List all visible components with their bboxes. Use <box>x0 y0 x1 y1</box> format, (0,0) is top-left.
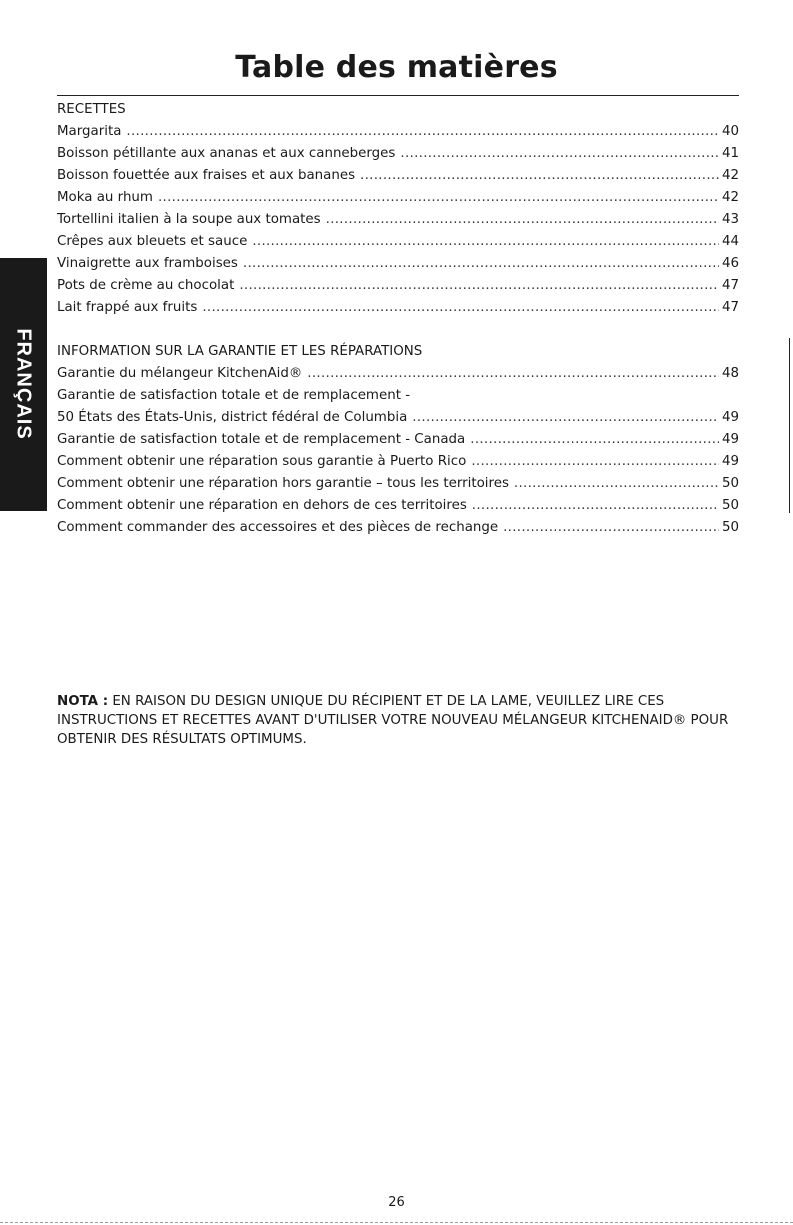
dot-leader <box>470 429 719 451</box>
dot-leader <box>360 165 719 187</box>
toc-entry <box>57 231 739 253</box>
toc-entry <box>57 121 739 143</box>
toc-entry-page: 48 <box>721 366 739 381</box>
toc-entry-title: Comment obtenir une réparation hors garantie – tous les territoires <box>57 476 509 491</box>
toc-entry <box>57 363 739 385</box>
toc-entry-title: Crêpes aux bleuets et sauce <box>57 234 248 249</box>
section-spacer <box>57 319 739 341</box>
dot-leader <box>202 297 719 319</box>
toc-entry-title: Garantie de satisfaction totale et de remplacement - Canada <box>57 432 466 447</box>
toc-entry <box>57 187 739 209</box>
toc-entry <box>57 297 739 319</box>
toc-entry-page: 40 <box>721 124 739 139</box>
toc-entry-title: Pots de crème au chocolat <box>57 278 235 293</box>
dot-leader <box>158 187 719 209</box>
toc-entry-title: Comment obtenir une réparation sous garantie à Puerto Rico <box>57 454 467 469</box>
toc-entry-title: Boisson pétillante aux ananas et aux canneberges <box>57 146 396 161</box>
page-title: Table des matières <box>235 50 558 85</box>
dot-leader <box>239 275 719 297</box>
toc-entry-title: Moka au rhum <box>57 190 153 205</box>
toc-entry-title: Comment commander des accessoires et des pièces de rechange <box>57 520 499 535</box>
toc-entry <box>57 451 739 473</box>
dot-leader <box>252 231 719 253</box>
important-note <box>57 692 747 749</box>
dot-leader <box>326 209 719 231</box>
toc-entry-page: 50 <box>721 498 739 513</box>
toc-entry-second-line <box>57 407 739 429</box>
toc-entry-page: 44 <box>721 234 739 249</box>
dot-leader <box>126 121 719 143</box>
section-heading-garantie: INFORMATION SUR LA GARANTIE ET LES RÉPARATIONS <box>57 344 423 359</box>
toc-entry-title-line2: 50 États des États-Unis, district fédéral de Columbia <box>57 410 408 425</box>
toc-entry-title-line1: Garantie de satisfaction totale et de remplacement - <box>57 388 411 403</box>
toc-entry-page: 42 <box>721 168 739 183</box>
toc-entry-page: 47 <box>721 278 739 293</box>
page-number: 26 <box>388 1195 405 1210</box>
dot-leader <box>412 407 719 429</box>
toc-entry-page: 46 <box>721 256 739 271</box>
toc-entry-title: Boisson fouettée aux fraises et aux bananes <box>57 168 356 183</box>
note-text: EN RAISON DU DESIGN UNIQUE DU RÉCIPIENT ET DE LA LAME, VEUILLEZ LIRE CES INSTRUCTIONS ET RECETTES AVANT D'UTILISER VOTRE NOUVEAU MÉLANGEUR KITCHENAID® POUR OBTENIR DES RÉSULTATS OPTIMUMS. <box>57 694 729 748</box>
toc-entry-title: Tortellini italien à la soupe aux tomates <box>57 212 321 227</box>
table-of-contents <box>57 99 739 539</box>
toc-entry-title: Lait frappé aux fruits <box>57 300 198 315</box>
toc-entry <box>57 495 739 517</box>
toc-entry-page: 49 <box>721 410 739 425</box>
page-bottom-edge <box>0 1222 793 1223</box>
toc-entry-page: 50 <box>721 476 739 491</box>
toc-entry <box>57 253 739 275</box>
toc-entry-page: 47 <box>721 300 739 315</box>
dot-leader <box>307 363 719 385</box>
toc-entry-page: 42 <box>721 190 739 205</box>
toc-entry-page: 49 <box>721 454 739 469</box>
side-tab-label: FRANÇAIS <box>12 328 35 440</box>
dot-leader <box>471 451 719 473</box>
page-edge-line <box>789 338 790 513</box>
toc-entry-page: 41 <box>721 146 739 161</box>
section-heading-recettes: RECETTES <box>57 102 126 117</box>
toc-entry-title: Vinaigrette aux framboises <box>57 256 238 271</box>
dot-leader <box>514 473 719 495</box>
toc-entry-page: 49 <box>721 432 739 447</box>
toc-entry <box>57 209 739 231</box>
toc-entry <box>57 385 739 429</box>
toc-entry <box>57 517 739 539</box>
toc-entry-title: Comment obtenir une réparation en dehors de ces territoires <box>57 498 467 513</box>
toc-entry <box>57 275 739 297</box>
toc-entry <box>57 429 739 451</box>
dot-leader <box>472 495 719 517</box>
toc-entry-title: Margarita <box>57 124 122 139</box>
dot-leader <box>243 253 719 275</box>
dot-leader <box>503 517 719 539</box>
toc-entry <box>57 143 739 165</box>
title-divider <box>57 95 739 96</box>
toc-entry <box>57 165 739 187</box>
toc-entry-page: 43 <box>721 212 739 227</box>
toc-entry-title: Garantie du mélangeur KitchenAid® <box>57 366 303 381</box>
toc-entry <box>57 473 739 495</box>
dot-leader <box>400 143 719 165</box>
language-side-tab <box>0 258 47 511</box>
toc-entry-page: 50 <box>721 520 739 535</box>
note-label: NOTA : <box>57 694 109 710</box>
